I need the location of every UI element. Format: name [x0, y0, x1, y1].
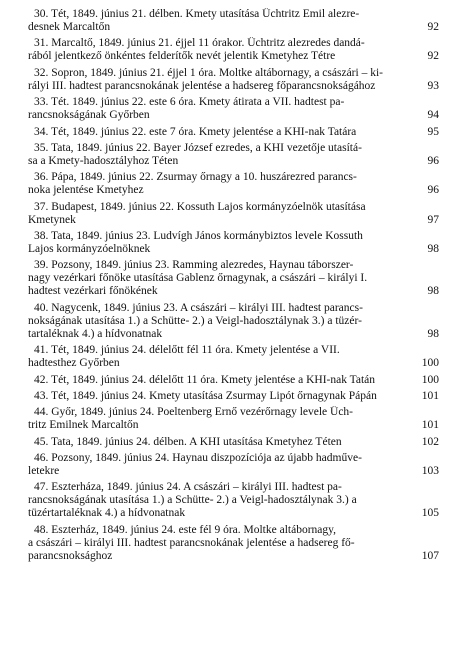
entry-text: 47. Eszterháza, 1849. június 24. A császári – királyi III. hadtest pa-	[34, 481, 342, 494]
page-number: 100	[421, 357, 439, 370]
entry-text: 39. Pozsony, 1849. június 23. Ramming alezredes, Haynau táborszer-	[34, 259, 354, 272]
toc-entry	[28, 96, 439, 122]
entry-line	[28, 419, 439, 432]
entry-line	[28, 37, 439, 50]
entry-text: 40. Nagycenk, 1849. június 23. A császári – királyi III. hadtest parancs-	[34, 301, 363, 314]
entry-line	[28, 142, 439, 155]
entry-line	[28, 406, 439, 419]
entry-text: hadtesthez Győrben	[28, 357, 120, 370]
entry-line	[28, 80, 439, 93]
toc-entry	[28, 406, 439, 432]
entry-line	[28, 259, 439, 272]
toc-entry	[28, 436, 439, 449]
entry-text: 35. Tata, 1849. június 22. Bayer József ezredes, a KHI vezetője utasítá-	[34, 141, 362, 154]
entry-text: a császári – királyi III. hadtest parancsnokának jelentése a hadsereg fő-	[28, 536, 355, 549]
page-number: 98	[427, 327, 439, 340]
toc-entry	[28, 126, 439, 139]
entry-text: 45. Tata, 1849. június 24. délben. A KHI utasítása Kmetyhez Téten	[34, 435, 342, 448]
entry-line	[28, 96, 439, 109]
entry-text: Lajos kormányzóelnöknek	[28, 243, 151, 255]
entry-line	[28, 436, 439, 449]
toc-entry	[28, 374, 439, 387]
entry-text: 37. Budapest, 1849. június 22. Kossuth Lajos kormányzóelnök utasítása	[34, 200, 366, 213]
entry-line	[28, 126, 439, 139]
toc-entry	[28, 201, 439, 227]
entry-text: rából jelentkező önkéntes felderítők nevét jelentik Kmetyhez Tétre	[28, 50, 336, 63]
entry-text: desnek Marcaltőn	[28, 21, 111, 34]
toc-entry	[28, 171, 439, 197]
page-number: 92	[427, 50, 439, 63]
toc-entry	[28, 390, 439, 403]
entry-text: hadtest vezérkari főnökének	[28, 285, 158, 298]
page-number: 96	[427, 154, 439, 167]
page-number: 95	[427, 125, 439, 138]
page-number: 103	[421, 464, 439, 477]
entry-line	[28, 21, 439, 34]
entry-line	[28, 272, 439, 285]
entry-line	[28, 109, 439, 122]
entry-text: Kmetynek	[28, 213, 76, 226]
toc-entry	[28, 302, 439, 341]
entry-text: rályi III. hadtest parancsnokának jelentése a hadsereg főparancsnokságához	[28, 79, 376, 92]
toc-entry	[28, 524, 439, 563]
entry-text: letekre	[28, 464, 60, 477]
entry-text: sa a Kmety-hadosztályhoz Téten	[28, 154, 179, 167]
entry-text: parancsnoksághoz	[28, 549, 113, 562]
page-number: 101	[421, 389, 439, 402]
table-of-contents	[28, 8, 439, 566]
page-number: 98	[427, 285, 439, 298]
entry-text: nagy vezérkari főnöke utasítása Gablenz őrnagynak, a császári – királyi I.	[28, 272, 368, 285]
entry-text: 48. Eszterház, 1849. június 24. este fél 9 óra. Moltke altábornagy,	[34, 523, 337, 536]
page-number: 105	[421, 507, 439, 520]
entry-line	[28, 315, 439, 328]
entry-line	[28, 494, 439, 507]
toc-entry	[28, 8, 439, 34]
entry-line	[28, 285, 439, 298]
page-number: 92	[427, 21, 439, 34]
entry-line	[28, 390, 439, 403]
entry-text: rancsnokságának Győrben	[28, 109, 150, 122]
entry-text: tüzértartaléknak 4.) a hídvonatnak	[28, 507, 186, 520]
entry-text: 43. Tét, 1849. június 24. Kmety utasítása Zsurmay Lipót őrnagynak Pápán	[34, 389, 377, 402]
toc-entry	[28, 230, 439, 256]
page-number: 93	[427, 79, 439, 92]
entry-line	[28, 357, 439, 370]
page-number: 101	[421, 419, 439, 432]
toc-entry	[28, 142, 439, 168]
entry-line	[28, 201, 439, 214]
entry-text: 30. Tét, 1849. június 21. délben. Kmety utasítása Üchtritz Emil alezre-	[34, 8, 360, 20]
entry-line	[28, 344, 439, 357]
entry-line	[28, 524, 439, 537]
entry-line	[28, 481, 439, 494]
toc-entry	[28, 344, 439, 370]
toc-entry	[28, 481, 439, 520]
entry-line	[28, 302, 439, 315]
entry-text: 42. Tét, 1849. június 24. délelőtt 11 óra. Kmety jelentése a KHI-nak Tatán	[34, 373, 376, 386]
page-number: 107	[421, 549, 439, 562]
entry-text: 38. Tata, 1849. június 23. Ludvígh János kormánybiztos levele Kossuth	[34, 229, 363, 242]
entry-text: tritz Emilnek Marcaltőn	[28, 419, 139, 432]
entry-text: 41. Tét, 1849. június 24. délelőtt fél 11 óra. Kmety jelentése a VII.	[34, 344, 340, 357]
entry-line	[28, 537, 439, 550]
entry-line	[28, 328, 439, 341]
toc-entry	[28, 452, 439, 478]
entry-text: 36. Pápa, 1849. június 22. Zsurmay őrnagy a 10. huszárezred parancs-	[34, 171, 357, 184]
toc-entry	[28, 37, 439, 63]
entry-line	[28, 230, 439, 243]
entry-text: 31. Marcaltő, 1849. június 21. éjjel 11 órakor. Üchtritz alezredes dandá-	[34, 37, 365, 50]
entry-text: tartaléknak 4.) a hídvonatnak	[28, 327, 163, 340]
entry-text: 44. Győr, 1849. június 24. Poeltenberg Ernő vezérőrnagy levele Üch-	[34, 406, 354, 419]
entry-text: 46. Pozsony, 1849. június 24. Haynau diszpozíciója az újabb hadműve-	[34, 451, 362, 464]
entry-line	[28, 507, 439, 520]
entry-line	[28, 67, 439, 80]
toc-entry	[28, 259, 439, 298]
page-number: 96	[427, 184, 439, 197]
entry-line	[28, 214, 439, 227]
page-number: 100	[421, 373, 439, 386]
entry-line	[28, 171, 439, 184]
entry-line	[28, 8, 439, 21]
page-number: 94	[427, 109, 439, 122]
entry-line	[28, 243, 439, 256]
page-number: 98	[427, 243, 439, 255]
entry-line	[28, 465, 439, 478]
entry-line	[28, 374, 439, 387]
entry-text: 34. Tét, 1849. június 22. este 7 óra. Kmety jelentése a KHI-nak Tatára	[34, 125, 357, 138]
entry-text: 33. Tét. 1849. június 22. este 6 óra. Kmety átirata a VII. hadtest pa-	[34, 96, 345, 109]
page-number: 97	[427, 213, 439, 226]
entry-line	[28, 452, 439, 465]
entry-text: rancsnokságának utasítása 1.) a Schütte- 2.) a Veigl-hadosztálynak 3.) a	[28, 494, 357, 507]
entry-text: nokságának utasítása 1.) a Schütte- 2.) a Veigl-hadosztálynak 3.) a tüzér-	[28, 314, 362, 327]
entry-line	[28, 50, 439, 63]
entry-line	[28, 550, 439, 563]
toc-entry	[28, 67, 439, 93]
entry-text: 32. Sopron, 1849. június 21. éjjel 1 óra. Moltke altábornagy, a császári – ki-	[34, 66, 383, 79]
entry-text: noka jelentése Kmetyhez	[28, 184, 144, 197]
entry-line	[28, 155, 439, 168]
page-number: 102	[421, 435, 439, 448]
entry-line	[28, 184, 439, 197]
